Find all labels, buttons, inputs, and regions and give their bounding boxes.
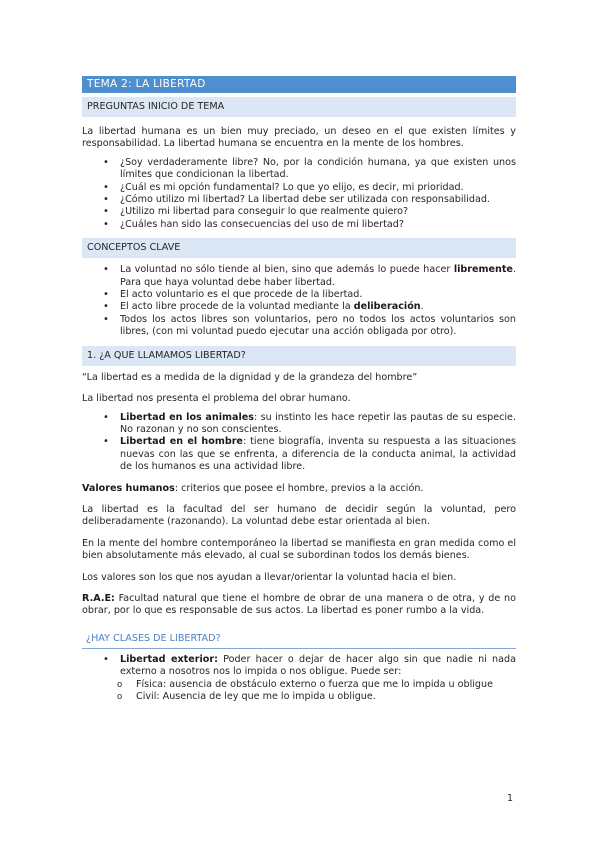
section-heading-preguntas: PREGUNTAS INICIO DE TEMA xyxy=(82,97,516,117)
bold-term: Libertad exterior: xyxy=(120,653,218,665)
list-item: • ¿Cuál es mi opción fundamental? Lo que yo elijo, es decir, mi prioridad. xyxy=(82,182,516,194)
freedom-types-list xyxy=(82,412,516,474)
list-item: • El acto voluntario es el que procede de la libertad. xyxy=(82,289,516,301)
text-run: La voluntad no sólo tiende al bien, sino que además lo puede hacer xyxy=(120,264,454,276)
list-item xyxy=(82,654,516,704)
text-run: El acto libre procede de la voluntad mediante la xyxy=(120,301,354,313)
list-item: • ¿Soy verdaderamente libre? No, por la condición humana, ya que existen unos límites que condicionan la libertad. xyxy=(82,157,516,182)
paragraph: La libertad es la facultad del ser humano de decidir según la voluntad, pero deliberadamente (razonando). La voluntad debe estar orientada al bien. xyxy=(82,503,516,528)
list-item xyxy=(82,264,516,289)
bold-term: Valores humanos xyxy=(82,482,175,494)
paragraph: La libertad nos presenta el problema del obrar humano. xyxy=(82,393,351,405)
text-run: : criterios que posee el hombre, previos a la acción. xyxy=(174,482,424,494)
section-heading-clases: ¿HAY CLASES DE LIBERTAD? xyxy=(82,630,516,649)
bold-term: libremente xyxy=(453,264,513,276)
document-page xyxy=(82,76,516,703)
text-run: Poder hacer o dejar de hacer algo sin que nadie ni nada externo a nosotros nos lo impida o nos obligue. Puede ser: xyxy=(120,653,516,678)
text-run: . Para que haya voluntad debe haber libertad. xyxy=(120,264,516,288)
concepts-list xyxy=(82,264,516,338)
list-item xyxy=(82,436,516,473)
document-title: TEMA 2: LA LIBERTAD xyxy=(82,76,516,93)
list-item xyxy=(82,301,516,313)
text-run: : tiene biografía, inventa su respuesta a las situaciones nuevas con las que se enfrenta, a diferencia de la conducta animal, la actividad de los humanos es una actividad libre. xyxy=(120,436,516,473)
section-heading-libertad: 1. ¿A QUE LLAMAMOS LIBERTAD? xyxy=(82,346,516,366)
paragraph: En la mente del hombre contemporáneo la libertad se manifiesta en gran medida como el bien absolutamente más elevado, al cual se subordinan todos los demás bienes. xyxy=(82,537,516,562)
intro-paragraph: La libertad humana es un bien muy preciado, un deseo en el que existen límites y responsabilidad. La libertad humana se encuentra en la mente de los hombres. xyxy=(82,126,516,150)
paragraph xyxy=(82,593,516,618)
sub-list-item: o Civil: Ausencia de ley que me lo impida u obligue. xyxy=(82,691,516,703)
page-number: 1 xyxy=(507,793,514,804)
sub-list-item: o Física: ausencia de obstáculo externo o fuerza que me lo impida u obligue xyxy=(82,679,516,691)
text-run: Facultad natural que tiene el hombre de obrar de una manera o de otra, y de no obrar, por lo que es responsable de sus actos. La libertad es poner rumbo a la vida. xyxy=(82,592,516,617)
text-run: . xyxy=(420,301,424,313)
section-heading-conceptos: CONCEPTOS CLAVE xyxy=(82,238,516,258)
list-item: • ¿Utilizo mi libertad para conseguir lo que realmente quiero? xyxy=(82,206,516,218)
bold-term: R.A.E: xyxy=(82,592,115,604)
classes-list xyxy=(82,654,516,704)
list-item: • Todos los actos libres son voluntarios, pero no todos los actos voluntarios son libres, (con mi voluntad puedo ejecutar una acción obligada por otro). xyxy=(82,314,516,339)
questions-list xyxy=(82,157,516,231)
bold-term: deliberación xyxy=(353,301,421,313)
paragraph: Los valores son los que nos ayudan a llevar/orientar la voluntad hacia el bien. xyxy=(82,571,457,583)
bold-term: Libertad en el hombre xyxy=(120,436,243,448)
list-item: • ¿Cómo utilizo mi libertad? La libertad debe ser utilizada con responsabilidad. xyxy=(82,194,516,206)
text-run: : su instinto les hace repetir las pautas de su especie. No razonan y no son conscientes. xyxy=(120,411,517,435)
list-item xyxy=(82,412,516,437)
quote: “La libertad es a medida de la dignidad y de la grandeza del hombre” xyxy=(82,371,418,383)
paragraph xyxy=(82,483,516,495)
sub-list xyxy=(120,679,516,704)
list-item: • ¿Cuáles han sido las consecuencias del uso de mi libertad? xyxy=(82,219,516,231)
bold-term: Libertad en los animales xyxy=(120,411,255,423)
